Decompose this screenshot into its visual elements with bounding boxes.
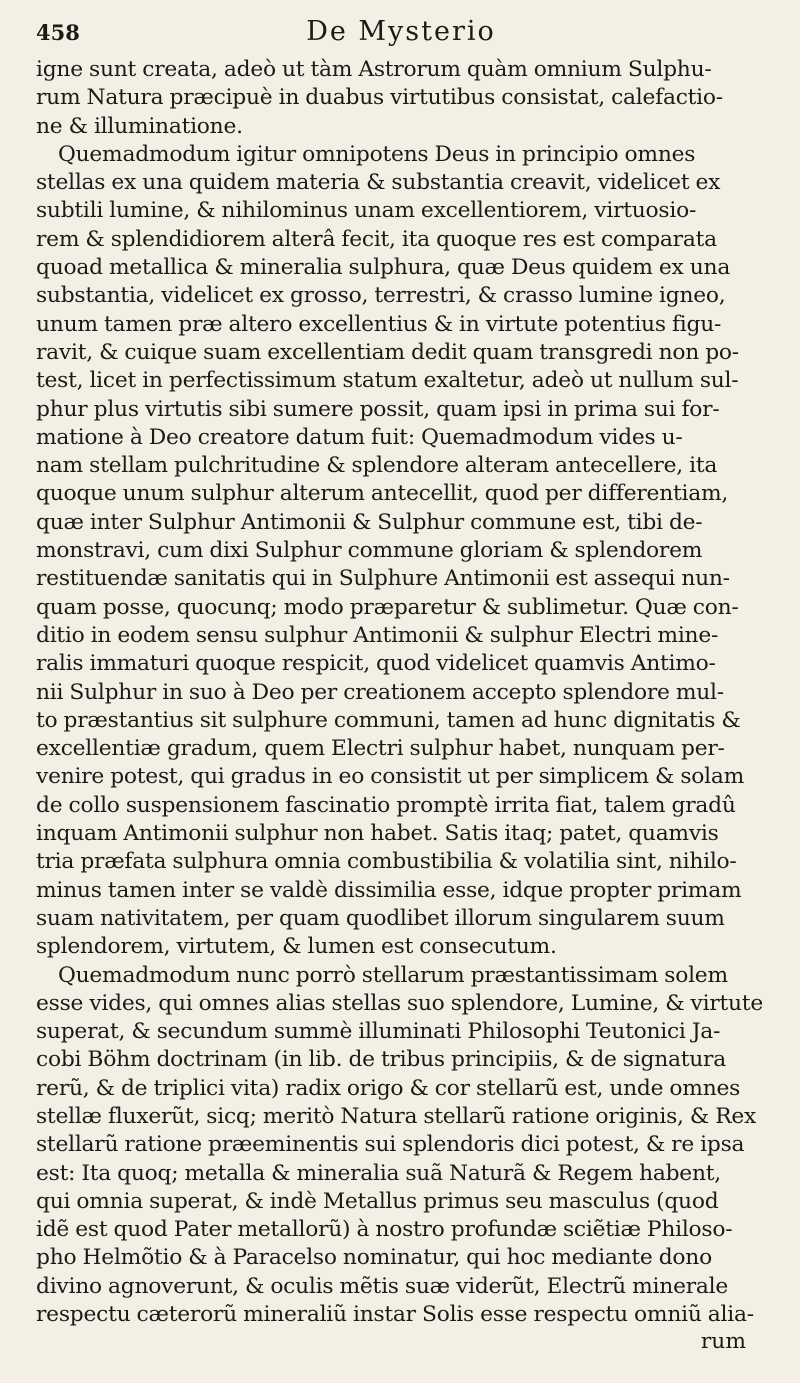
- text-line: ralis immaturi quoque respicit, quod videlicet quamvis Antimo-: [36, 651, 716, 677]
- text-line: igne sunt creata, adeò ut tàm Astrorum quàm omnium Sulphu-: [36, 57, 712, 82]
- text-line: est: Ita quoq; metalla & mineralia suã Naturã & Regem habent,: [36, 1160, 721, 1186]
- text-line: qui omnia superat, & indè Metallus primus seu masculus (quod: [36, 1188, 719, 1214]
- text-line: cobi Böhm doctrinam (in lib. de tribus principiis, & de signatura: [36, 1047, 726, 1073]
- text-line: Quemadmodum igitur omnipotens Deus in principio omnes: [58, 141, 696, 167]
- text-line: stellarũ ratione præeminentis sui splendoris dici potest, & re ipsa: [36, 1132, 745, 1158]
- text-line: suam nativitatem, per quam quodlibet illorum singularem suum: [36, 905, 725, 931]
- text-line: tria præfata sulphura omnia combustibilia & volatilia sint, nihilo-: [36, 849, 737, 875]
- text-line: to præstantius sit sulphure communi, tamen ad hunc dignitatis &: [36, 707, 741, 733]
- text-line: de collo suspensionem fascinatio promptè irrita fiat, talem gradû: [36, 792, 736, 818]
- text-line: venire potest, qui gradus in eo consistit ut per simplicem & solam: [36, 764, 745, 790]
- text-line: divino agnoverunt, & oculis mẽtis suæ viderũt, Electrũ minerale: [36, 1273, 729, 1299]
- text-line: unum tamen præ altero excellentius & in virtute potentius figu-: [36, 311, 722, 337]
- text-line: minus tamen inter se valdè dissimilia esse, idque propter primam: [36, 877, 742, 903]
- text-line: rerũ, & de triplici vita) radix origo & cor stellarũ est, unde omnes: [36, 1075, 741, 1101]
- text-line: quæ inter Sulphur Antimonii & Sulphur commune est, tibi de-: [36, 509, 703, 535]
- text-line: quoad metallica & mineralia sulphura, quæ Deus quidem ex una: [36, 255, 731, 281]
- text-line: inquam Antimonii sulphur non habet. Satis itaq; patet, quamvis: [36, 821, 719, 847]
- text-line: splendorem, virtutem, & lumen est consecutum.: [36, 934, 557, 960]
- text-line: quam posse, quocunq; modo præparetur & sublimetur. Quæ con-: [36, 594, 739, 620]
- text-line: rem & splendidiorem alterâ fecit, ita quoque res est comparata: [36, 226, 717, 252]
- text-line: rum Natura præcipuè in duabus virtutibus consistat, calefactio-: [36, 85, 723, 111]
- text-line: restituendæ sanitatis qui in Sulphure Antimonii est assequi nun-: [36, 566, 730, 592]
- text-line: ne & illuminatione.: [36, 113, 243, 139]
- text-line: quoque unum sulphur alterum antecellit, quod per differentiam,: [36, 481, 729, 507]
- text-line: excellentiæ gradum, quem Electri sulphur habet, nunquam per-: [36, 736, 725, 762]
- text-line: nam stellam pulchritudine & splendore alteram antecellere, ita: [36, 453, 718, 479]
- text-line: pho Helmõtio & à Paracelso nominatur, qui hoc mediante dono: [36, 1245, 712, 1271]
- text-line: matione à Deo creatore datum fuit: Quemadmodum vides u-: [36, 424, 683, 450]
- page-number: 458: [36, 20, 80, 45]
- catchword-row: [36, 1329, 766, 1357]
- catchword: rum: [700, 1329, 746, 1355]
- text-line: stellæ fluxerũt, sicq; meritò Natura stellarũ ratione originis, & Rex: [36, 1103, 757, 1129]
- text-line: Quemadmodum nunc porrò stellarum præstantissimam solem: [58, 962, 728, 988]
- text-line: respectu cæterorũ mineraliũ instar Solis esse respectu omniũ alia-: [36, 1302, 754, 1328]
- text-line: phur plus virtutis sibi sumere possit, quam ipsi in prima sui for-: [36, 396, 720, 422]
- text-line: substantia, videlicet ex grosso, terrestri, & crasso lumine igneo,: [36, 283, 726, 309]
- text-line: subtili lumine, & nihilominus unam excellentiorem, virtuosio-: [36, 198, 697, 224]
- text-line: test, licet in perfectissimum statum exaltetur, adeò ut nullum sul-: [36, 368, 739, 394]
- body-text: [36, 56, 766, 1329]
- text-line: superat, & secundum summè illuminati Philosophi Teutonici Ja-: [36, 1019, 721, 1045]
- text-line: ravit, & cuique suam excellentiam dedit quam transgredi non po-: [36, 339, 739, 365]
- text-line: nii Sulphur in suo à Deo per creationem accepto splendore mul-: [36, 679, 724, 705]
- text-line: idẽ est quod Pater metallorũ) à nostro profundæ sciẽtiæ Philoso-: [36, 1217, 733, 1243]
- text-line: esse vides, qui omnes alias stellas suo splendore, Lumine, & virtute: [36, 990, 763, 1016]
- page-header: [36, 14, 766, 56]
- text-line: ditio in eodem sensu sulphur Antimonii & sulphur Electri mine-: [36, 622, 719, 648]
- text-line: stellas ex una quidem materia & substantia creavit, videlicet ex: [36, 170, 721, 196]
- text-line: monstravi, cum dixi Sulphur commune gloriam & splendorem: [36, 538, 703, 564]
- running-title: De Mysterio: [306, 16, 496, 47]
